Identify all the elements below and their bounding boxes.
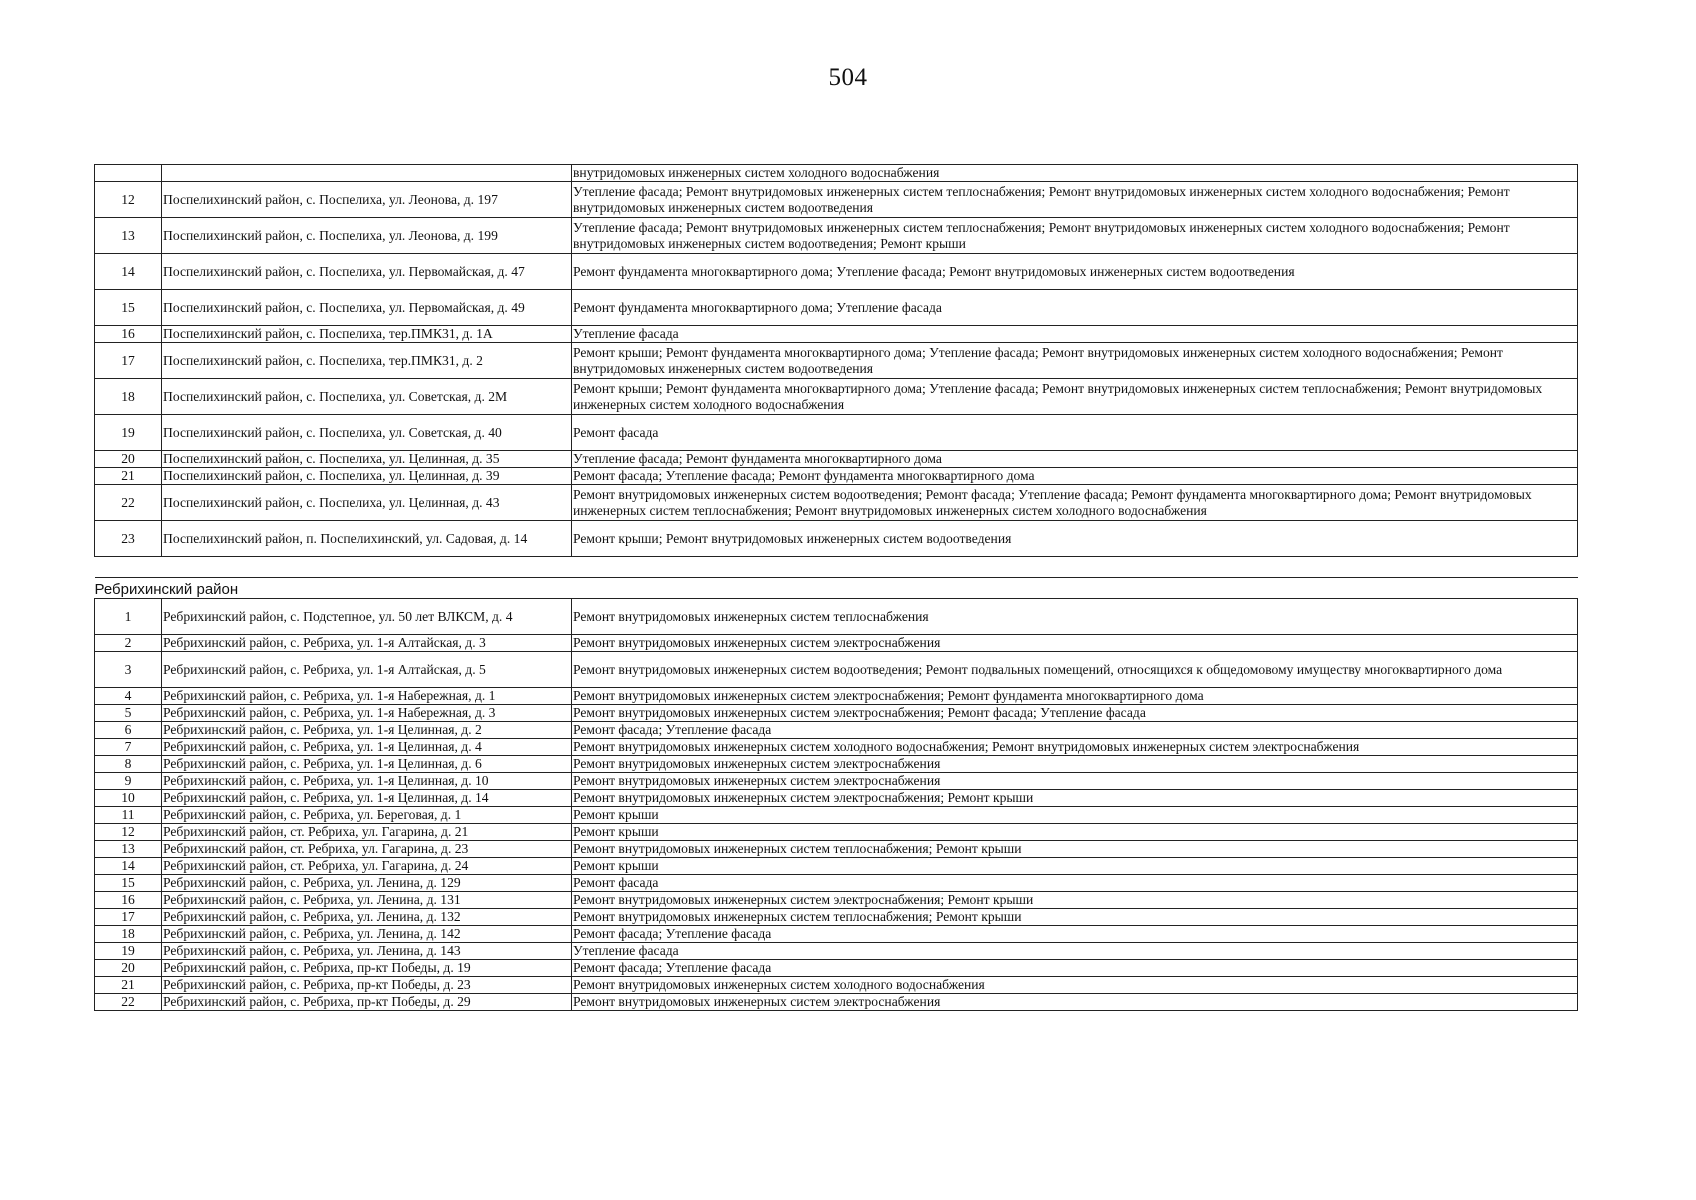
row-number: 20 [95, 451, 162, 468]
row-address: Поспелихинский район, с. Поспелиха, ул. Советская, д. 40 [162, 415, 572, 451]
row-number: 8 [95, 756, 162, 773]
table-row [95, 994, 1578, 1011]
row-work-types: Ремонт крыши [572, 824, 1578, 841]
row-work-types: Ремонт фундамента многоквартирного дома; Утепление фасада; Ремонт внутридомовых инженерных систем водоотведения [572, 254, 1578, 290]
row-address: Поспелихинский район, с. Поспелиха, ул. Первомайская, д. 49 [162, 290, 572, 326]
table-body-rebrikha [95, 599, 1578, 1011]
row-address: Ребрихинский район, с. Ребриха, ул. 1-я Алтайская, д. 5 [162, 652, 572, 688]
table-row [95, 652, 1578, 688]
row-work-types: Ремонт крыши; Ремонт внутридомовых инженерных систем водоотведения [572, 521, 1578, 557]
row-work-types: Утепление фасада; Ремонт внутридомовых инженерных систем теплоснабжения; Ремонт внутридомовых инженерных систем холодного водоснабжения; Ремонт внутридомовых инженерных систем водоотведения; Ремонт крыши [572, 218, 1578, 254]
table-row [95, 892, 1578, 909]
row-number [95, 165, 162, 182]
row-number: 11 [95, 807, 162, 824]
row-address: Ребрихинский район, с. Ребриха, ул. Ленина, д. 143 [162, 943, 572, 960]
row-number: 19 [95, 415, 162, 451]
row-address: Ребрихинский район, с. Ребриха, ул. Ленина, д. 142 [162, 926, 572, 943]
row-work-types: Ремонт внутридомовых инженерных систем электроснабжения [572, 756, 1578, 773]
row-number: 16 [95, 892, 162, 909]
row-number: 20 [95, 960, 162, 977]
row-number: 9 [95, 773, 162, 790]
row-number: 17 [95, 343, 162, 379]
row-address [162, 165, 572, 182]
row-work-types: Ремонт крыши; Ремонт фундамента многоквартирного дома; Утепление фасада; Ремонт внутридомовых инженерных систем теплоснабжения; Ремонт внутридомовых инженерных систем холодного водоснабжения [572, 379, 1578, 415]
row-work-types: Утепление фасада [572, 326, 1578, 343]
table-row [95, 688, 1578, 705]
row-work-types: Ремонт внутридомовых инженерных систем водоотведения; Ремонт фасада; Утепление фасада; Ремонт фундамента многоквартирного дома; Ремонт внутридомовых инженерных систем теплоснабжения; Ремонт внутридомовых инженерных систем холодного водоснабжения [572, 485, 1578, 521]
row-number: 22 [95, 994, 162, 1011]
table-row [95, 521, 1578, 557]
row-work-types: Ремонт внутридомовых инженерных систем электроснабжения; Ремонт крыши [572, 790, 1578, 807]
row-number: 13 [95, 841, 162, 858]
row-number: 14 [95, 858, 162, 875]
row-address: Поспелихинский район, с. Поспелиха, тер.ПМК31, д. 1А [162, 326, 572, 343]
table-row [95, 290, 1578, 326]
table-row [95, 165, 1578, 182]
table-row [95, 807, 1578, 824]
row-address: Поспелихинский район, с. Поспелиха, тер.ПМК31, д. 2 [162, 343, 572, 379]
row-address: Поспелихинский район, с. Поспелиха, ул. Первомайская, д. 47 [162, 254, 572, 290]
row-work-types: Ремонт крыши [572, 807, 1578, 824]
section-title-row [95, 578, 1578, 599]
row-work-types: Ремонт внутридомовых инженерных систем электроснабжения; Ремонт фасада; Утепление фасада [572, 705, 1578, 722]
row-number: 6 [95, 722, 162, 739]
row-address: Ребрихинский район, с. Ребриха, пр-кт Победы, д. 29 [162, 994, 572, 1011]
section-title: Ребрихинский район [95, 578, 1578, 599]
row-work-types: Ремонт внутридомовых инженерных систем холодного водоснабжения [572, 977, 1578, 994]
repair-table [94, 164, 1578, 1011]
row-work-types: Ремонт фасада; Утепление фасада [572, 960, 1578, 977]
row-address: Ребрихинский район, с. Ребриха, ул. 1-я Набережная, д. 3 [162, 705, 572, 722]
row-address: Ребрихинский район, с. Ребриха, пр-кт Победы, д. 23 [162, 977, 572, 994]
row-address: Поспелихинский район, с. Поспелиха, ул. Леонова, д. 197 [162, 182, 572, 218]
row-number: 21 [95, 468, 162, 485]
table-row [95, 379, 1578, 415]
table-row [95, 858, 1578, 875]
table-row [95, 841, 1578, 858]
row-work-types: Ремонт фасада; Утепление фасада [572, 926, 1578, 943]
row-work-types: Ремонт внутридомовых инженерных систем водоотведения; Ремонт подвальных помещений, относящихся к общедомовому имуществу многоквартирного дома [572, 652, 1578, 688]
row-address: Ребрихинский район, с. Ребриха, пр-кт Победы, д. 19 [162, 960, 572, 977]
row-address: Поспелихинский район, с. Поспелиха, ул. Советская, д. 2М [162, 379, 572, 415]
row-work-types: Ремонт крыши [572, 858, 1578, 875]
row-number: 17 [95, 909, 162, 926]
table-body-poselikha [95, 165, 1578, 557]
table-row [95, 485, 1578, 521]
row-number: 3 [95, 652, 162, 688]
row-work-types: Ремонт внутридомовых инженерных систем холодного водоснабжения; Ремонт внутридомовых инженерных систем электроснабжения [572, 739, 1578, 756]
row-number: 18 [95, 926, 162, 943]
table-row [95, 326, 1578, 343]
row-address: Ребрихинский район, с. Ребриха, ул. 1-я Целинная, д. 4 [162, 739, 572, 756]
row-work-types: Ремонт крыши; Ремонт фундамента многоквартирного дома; Утепление фасада; Ремонт внутридомовых инженерных систем холодного водоснабжения; Ремонт внутридомовых инженерных систем водоотведения [572, 343, 1578, 379]
table-row [95, 599, 1578, 635]
table-row [95, 790, 1578, 807]
row-work-types: Ремонт внутридомовых инженерных систем электроснабжения [572, 994, 1578, 1011]
row-work-types: Ремонт внутридомовых инженерных систем электроснабжения [572, 773, 1578, 790]
row-work-types: Ремонт внутридомовых инженерных систем электроснабжения; Ремонт фундамента многоквартирного дома [572, 688, 1578, 705]
table-row [95, 943, 1578, 960]
row-number: 22 [95, 485, 162, 521]
row-number: 2 [95, 635, 162, 652]
table-row [95, 824, 1578, 841]
section-gap-row [95, 557, 1578, 578]
row-number: 1 [95, 599, 162, 635]
table-row [95, 218, 1578, 254]
row-work-types: Утепление фасада; Ремонт фундамента многоквартирного дома [572, 451, 1578, 468]
table-row [95, 926, 1578, 943]
row-work-types: Ремонт фасада [572, 875, 1578, 892]
row-address: Ребрихинский район, с. Ребриха, ул. Ленина, д. 129 [162, 875, 572, 892]
table-row [95, 960, 1578, 977]
row-address: Ребрихинский район, с. Ребриха, ул. 1-я Набережная, д. 1 [162, 688, 572, 705]
table-row [95, 739, 1578, 756]
row-address: Поспелихинский район, с. Поспелиха, ул. Леонова, д. 199 [162, 218, 572, 254]
row-address: Поспелихинский район, п. Поспелихинский, ул. Садовая, д. 14 [162, 521, 572, 557]
row-number: 14 [95, 254, 162, 290]
row-number: 15 [95, 290, 162, 326]
row-work-types: Ремонт фундамента многоквартирного дома; Утепление фасада [572, 290, 1578, 326]
row-address: Поспелихинский район, с. Поспелиха, ул. Целинная, д. 35 [162, 451, 572, 468]
row-number: 21 [95, 977, 162, 994]
row-address: Ребрихинский район, ст. Ребриха, ул. Гагарина, д. 24 [162, 858, 572, 875]
row-address: Ребрихинский район, с. Ребриха, ул. 1-я Целинная, д. 2 [162, 722, 572, 739]
table-row [95, 451, 1578, 468]
row-number: 7 [95, 739, 162, 756]
row-address: Поспелихинский район, с. Поспелиха, ул. Целинная, д. 43 [162, 485, 572, 521]
row-work-types: Ремонт фасада; Утепление фасада [572, 722, 1578, 739]
row-number: 19 [95, 943, 162, 960]
row-address: Ребрихинский район, ст. Ребриха, ул. Гагарина, д. 21 [162, 824, 572, 841]
table-row [95, 977, 1578, 994]
table-row [95, 722, 1578, 739]
row-number: 4 [95, 688, 162, 705]
row-work-types: Ремонт внутридомовых инженерных систем электроснабжения [572, 635, 1578, 652]
table-row [95, 773, 1578, 790]
row-address: Ребрихинский район, с. Ребриха, ул. 1-я Целинная, д. 14 [162, 790, 572, 807]
row-address: Ребрихинский район, ст. Ребриха, ул. Гагарина, д. 23 [162, 841, 572, 858]
row-address: Ребрихинский район, с. Ребриха, ул. 1-я Целинная, д. 6 [162, 756, 572, 773]
row-number: 12 [95, 824, 162, 841]
row-address: Ребрихинский район, с. Ребриха, ул. 1-я Алтайская, д. 3 [162, 635, 572, 652]
table-row [95, 254, 1578, 290]
row-work-types: внутридомовых инженерных систем холодного водоснабжения [572, 165, 1578, 182]
row-number: 13 [95, 218, 162, 254]
row-number: 18 [95, 379, 162, 415]
row-number: 5 [95, 705, 162, 722]
page-number: 504 [828, 64, 868, 91]
section-separator [95, 557, 1578, 599]
row-number: 15 [95, 875, 162, 892]
table-row [95, 182, 1578, 218]
table-row [95, 635, 1578, 652]
table-row [95, 875, 1578, 892]
table-row [95, 705, 1578, 722]
row-number: 23 [95, 521, 162, 557]
table-row [95, 415, 1578, 451]
row-work-types: Утепление фасада; Ремонт внутридомовых инженерных систем теплоснабжения; Ремонт внутридомовых инженерных систем холодного водоснабжения; Ремонт внутридомовых инженерных систем водоотведения [572, 182, 1578, 218]
row-address: Поспелихинский район, с. Поспелиха, ул. Целинная, д. 39 [162, 468, 572, 485]
row-address: Ребрихинский район, с. Ребриха, ул. Береговая, д. 1 [162, 807, 572, 824]
row-work-types: Ремонт внутридомовых инженерных систем электроснабжения; Ремонт крыши [572, 892, 1578, 909]
row-address: Ребрихинский район, с. Ребриха, ул. Ленина, д. 132 [162, 909, 572, 926]
row-work-types: Ремонт внутридомовых инженерных систем теплоснабжения; Ремонт крыши [572, 909, 1578, 926]
row-address: Ребрихинский район, с. Ребриха, ул. Ленина, д. 131 [162, 892, 572, 909]
row-number: 10 [95, 790, 162, 807]
row-work-types: Ремонт фасада; Утепление фасада; Ремонт фундамента многоквартирного дома [572, 468, 1578, 485]
row-address: Ребрихинский район, с. Подстепное, ул. 50 лет ВЛКСМ, д. 4 [162, 599, 572, 635]
row-address: Ребрихинский район, с. Ребриха, ул. 1-я Целинная, д. 10 [162, 773, 572, 790]
table-row [95, 343, 1578, 379]
row-work-types: Ремонт фасада [572, 415, 1578, 451]
row-number: 16 [95, 326, 162, 343]
table-row [95, 756, 1578, 773]
table-row [95, 909, 1578, 926]
row-work-types: Ремонт внутридомовых инженерных систем теплоснабжения [572, 599, 1578, 635]
row-work-types: Утепление фасада [572, 943, 1578, 960]
table-row [95, 468, 1578, 485]
row-number: 12 [95, 182, 162, 218]
row-work-types: Ремонт внутридомовых инженерных систем теплоснабжения; Ремонт крыши [572, 841, 1578, 858]
